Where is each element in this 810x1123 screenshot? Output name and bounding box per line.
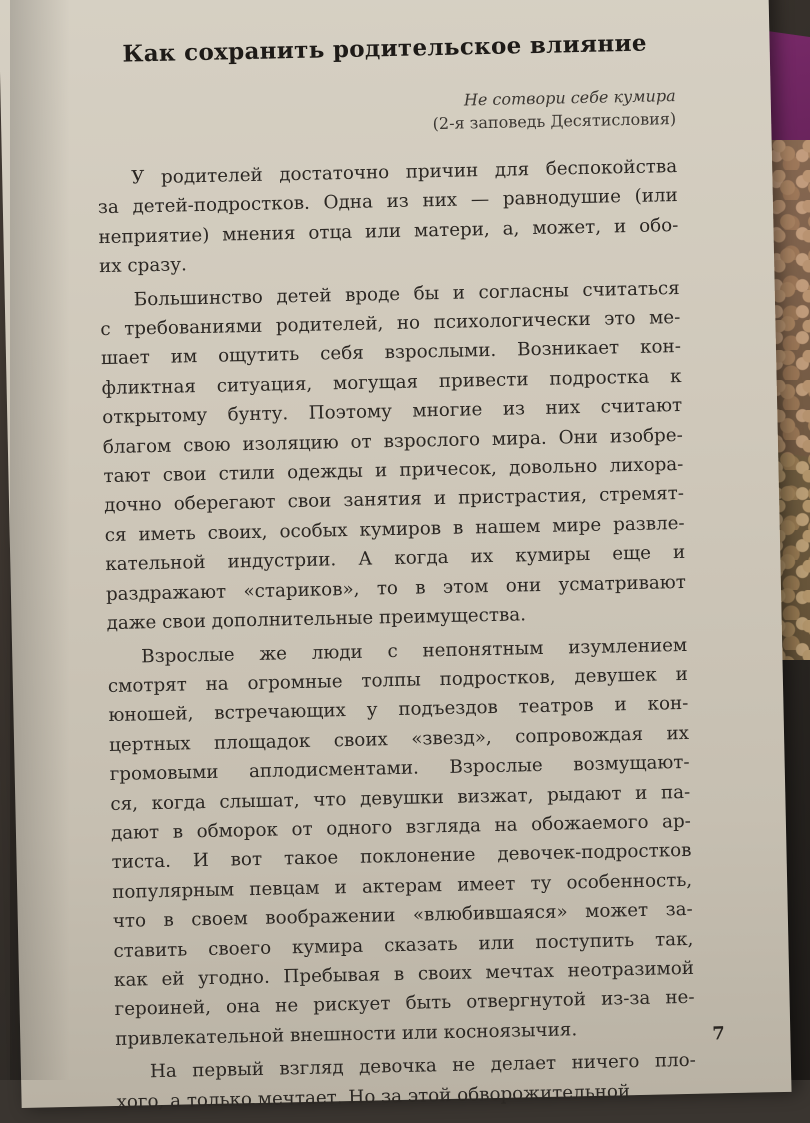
- text-line: юношей, встречающих у подъездов театров и кон-: [108, 693, 689, 727]
- text-line: даже свои дополнительные преимущества.: [106, 604, 527, 635]
- text-line: открытому бунту. Поэтому многие из них считают: [102, 395, 683, 429]
- text-line: раздражают «стариков», то в этом они усматривают: [105, 571, 687, 605]
- text-line: дочно оберегают свои занятия и пристрастия, стремят-: [103, 483, 685, 517]
- text-line: громовыми аплодисментами. Взрослые возмущают-: [109, 752, 690, 786]
- page-title: Как сохранить родительское влияние: [122, 29, 647, 68]
- paragraph: [100, 274, 687, 639]
- text-line: фликтная ситуация, могущая привести подростка к: [101, 365, 682, 399]
- text-line: с требованиями родителей, но психологически это ме-: [100, 307, 681, 341]
- text-line: На первый взгляд девочка не делает ничего пло-: [149, 1050, 697, 1083]
- text-line: хого, а только мечтает. Но за этой обворожительной: [116, 1080, 631, 1113]
- text-line: кательной индустрии. А когда их кумиры еще и: [105, 542, 686, 576]
- text-line: ставить своего кумира сказать или поступить так,: [113, 928, 694, 962]
- page-number: 7: [712, 1023, 726, 1045]
- epigraph: [96, 86, 677, 140]
- text-line: благом свою изоляцию от взрослого мира. Они изобре-: [102, 424, 683, 458]
- text-line: ся, когда слышат, что девушки визжат, рыдают и па-: [110, 781, 691, 815]
- text-line: цертных площадок своих «звезд», сопровождая их: [108, 722, 690, 756]
- text-line: за детей-подростков. Одна из них — равнодушие (или: [97, 185, 678, 219]
- body-text: [97, 152, 697, 1117]
- text-line: что в своем воображении «влюбившаяся» может за-: [112, 899, 693, 933]
- text-line: У родителей достаточно причин для беспокойства: [131, 156, 678, 189]
- page-content: [94, 29, 696, 1121]
- text-line: ся иметь своих, особых кумиров в нашем мире развле-: [104, 512, 685, 546]
- text-line: неприятие) мнения отца или матери, а, может, и обо-: [98, 214, 679, 248]
- text-line: тают свои стили одежды и причесок, довольно лихора-: [103, 454, 684, 488]
- text-line: шает им ощутить себя взрослыми. Возникает кон-: [100, 336, 682, 370]
- text-line: популярным певцам и актерам имеет ту особенность,: [111, 869, 693, 903]
- paragraph: [97, 152, 679, 282]
- text-line: их сразу.: [98, 254, 187, 278]
- text-line: дают в обморок от одного взгляда на обожаемого ар-: [110, 810, 692, 844]
- text-line: Большинство детей вроде бы и согласны считаться: [133, 277, 680, 311]
- text-line: смотрят на огромные толпы подростков, девушек и: [107, 663, 688, 697]
- text-line: тиста. И вот такое поклонение девочек-подростков: [111, 840, 692, 874]
- paragraph: [116, 1046, 697, 1117]
- epigraph-source: (2-я заповедь Десятисловия): [432, 109, 677, 134]
- text-line: героиней, она не рискует быть отвергнутой из-за не-: [114, 987, 695, 1021]
- paragraph: [107, 630, 695, 1054]
- text-line: привлекательной внешности или косноязычия.: [115, 1019, 578, 1050]
- text-line: как ей угодно. Пребывая в своих мечтах неотразимой: [113, 957, 695, 991]
- text-line: Взрослые же люди с непонятным изумлением: [141, 634, 688, 667]
- epigraph-quote: Не сотвори себе кумира: [463, 86, 676, 110]
